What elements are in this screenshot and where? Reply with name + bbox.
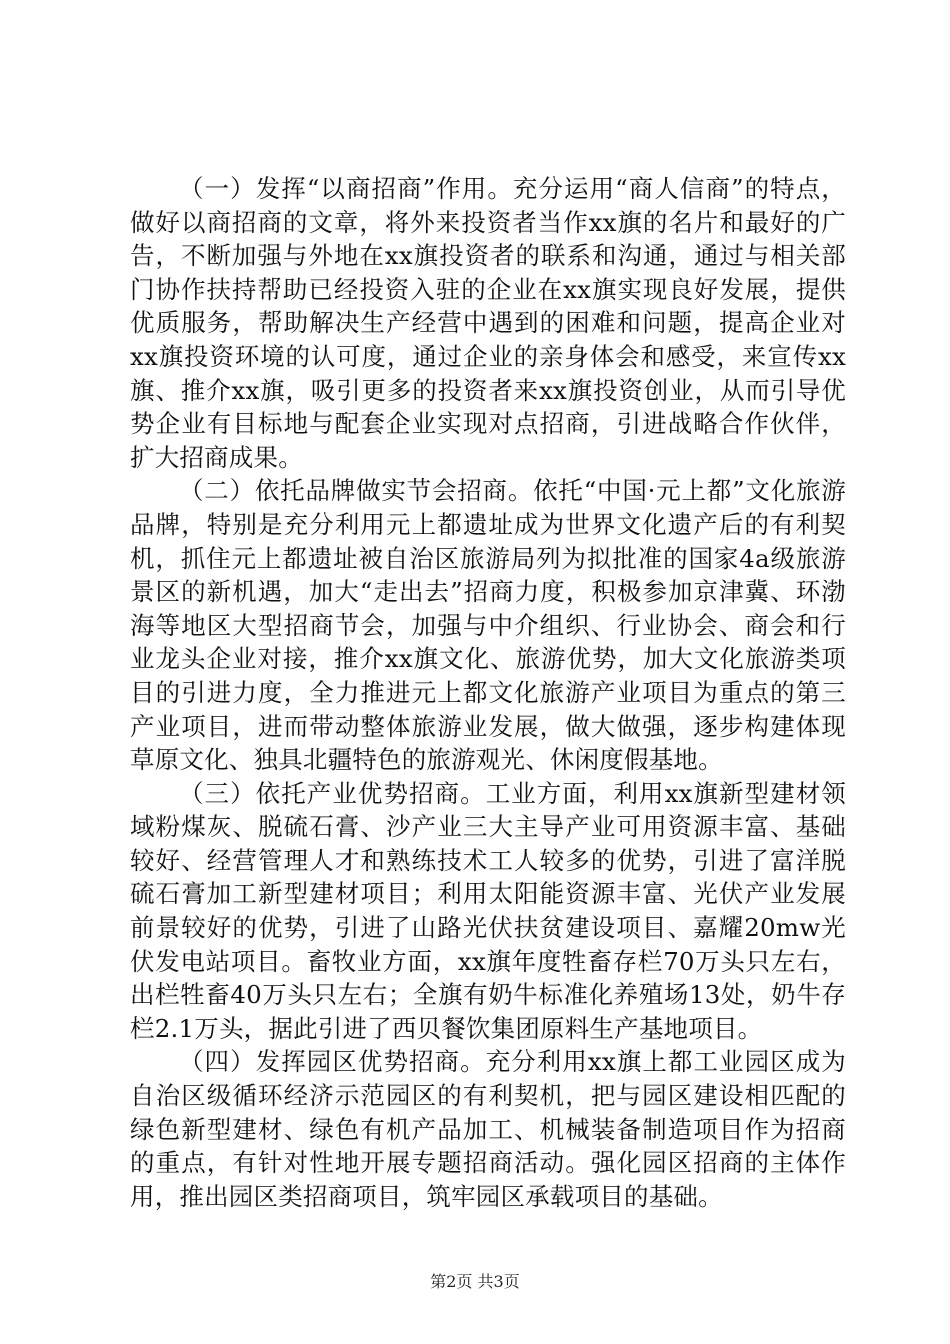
paragraph-2: （二）依托品牌做实节会招商。依托“中国·元上都”文化旅游品牌，特别是充分利用元上都遗址成为世界文化遗产后的有利契机，抓住元上都遗址被自治区旅游局列为拟批准的国家4a级旅游景区的新机遇，加大“走出去”招商力度，积极参加京津冀、环渤海等地区大型招商节会，加强与中介组织、行业协会、商会和行业龙头企业对接，推介xx旗文化、旅游优势，加大文化旅游类项目的引进力度，全力推进元上都文化旅游产业项目为重点的第三产业项目，进而带动整体旅游业发展，做大做强，逐步构建体现草原文化、独具北疆特色的旅游观光、休闲度假基地。	[130, 476, 846, 775]
paragraph-3: （三）依托产业优势招商。工业方面，利用xx旗新型建材领域粉煤灰、脱硫石膏、沙产业三大主导产业可用资源丰富、基础较好、经营管理人才和熟练技术工人较多的优势，引进了富洋脱硫石膏加工新型建材项目；利用太阳能资源丰富、光伏产业发展前景较好的优势，引进了山路光伏扶贫建设项目、嘉耀20mw光伏发电站项目。畜牧业方面，xx旗年度牲畜存栏70万头只左右，出栏牲畜40万头只左右；全旗有奶牛标准化养殖场13处，奶牛存栏2.1万头，据此引进了西贝餐饮集团原料生产基地项目。	[130, 778, 846, 1043]
paragraph-1: （一）发挥“以商招商”作用。充分运用“商人信商”的特点，做好以商招商的文章，将外来投资者当作xx旗的名片和最好的广告，不断加强与外地在xx旗投资者的联系和沟通，通过与相关部门协作扶持帮助已经投资入驻的企业在xx旗实现良好发展，提供优质服务，帮助解决生产经营中遇到的困难和问题，提高企业对xx旗投资环境的认可度，通过企业的亲身体会和感受，来宣传xx旗、推介xx旗，吸引更多的投资者来xx旗投资创业，从而引导优势企业有目标地与配套企业实现对点招商，引进战略合作伙伴，扩大招商成果。	[130, 174, 846, 472]
document-body	[130, 172, 846, 1213]
page-footer: 第2页 共3页	[430, 1272, 520, 1291]
paragraph-4: （四）发挥园区优势招商。充分利用xx旗上都工业园区成为自治区级循环经济示范园区的有利契机，把与园区建设相匹配的绿色新型建材、绿色有机产品加工、机械装备制造项目作为招商的重点，有针对性地开展专题招商活动。强化园区招商的主体作用，推出园区类招商项目，筑牢园区承载项目的基础。	[130, 1047, 846, 1211]
